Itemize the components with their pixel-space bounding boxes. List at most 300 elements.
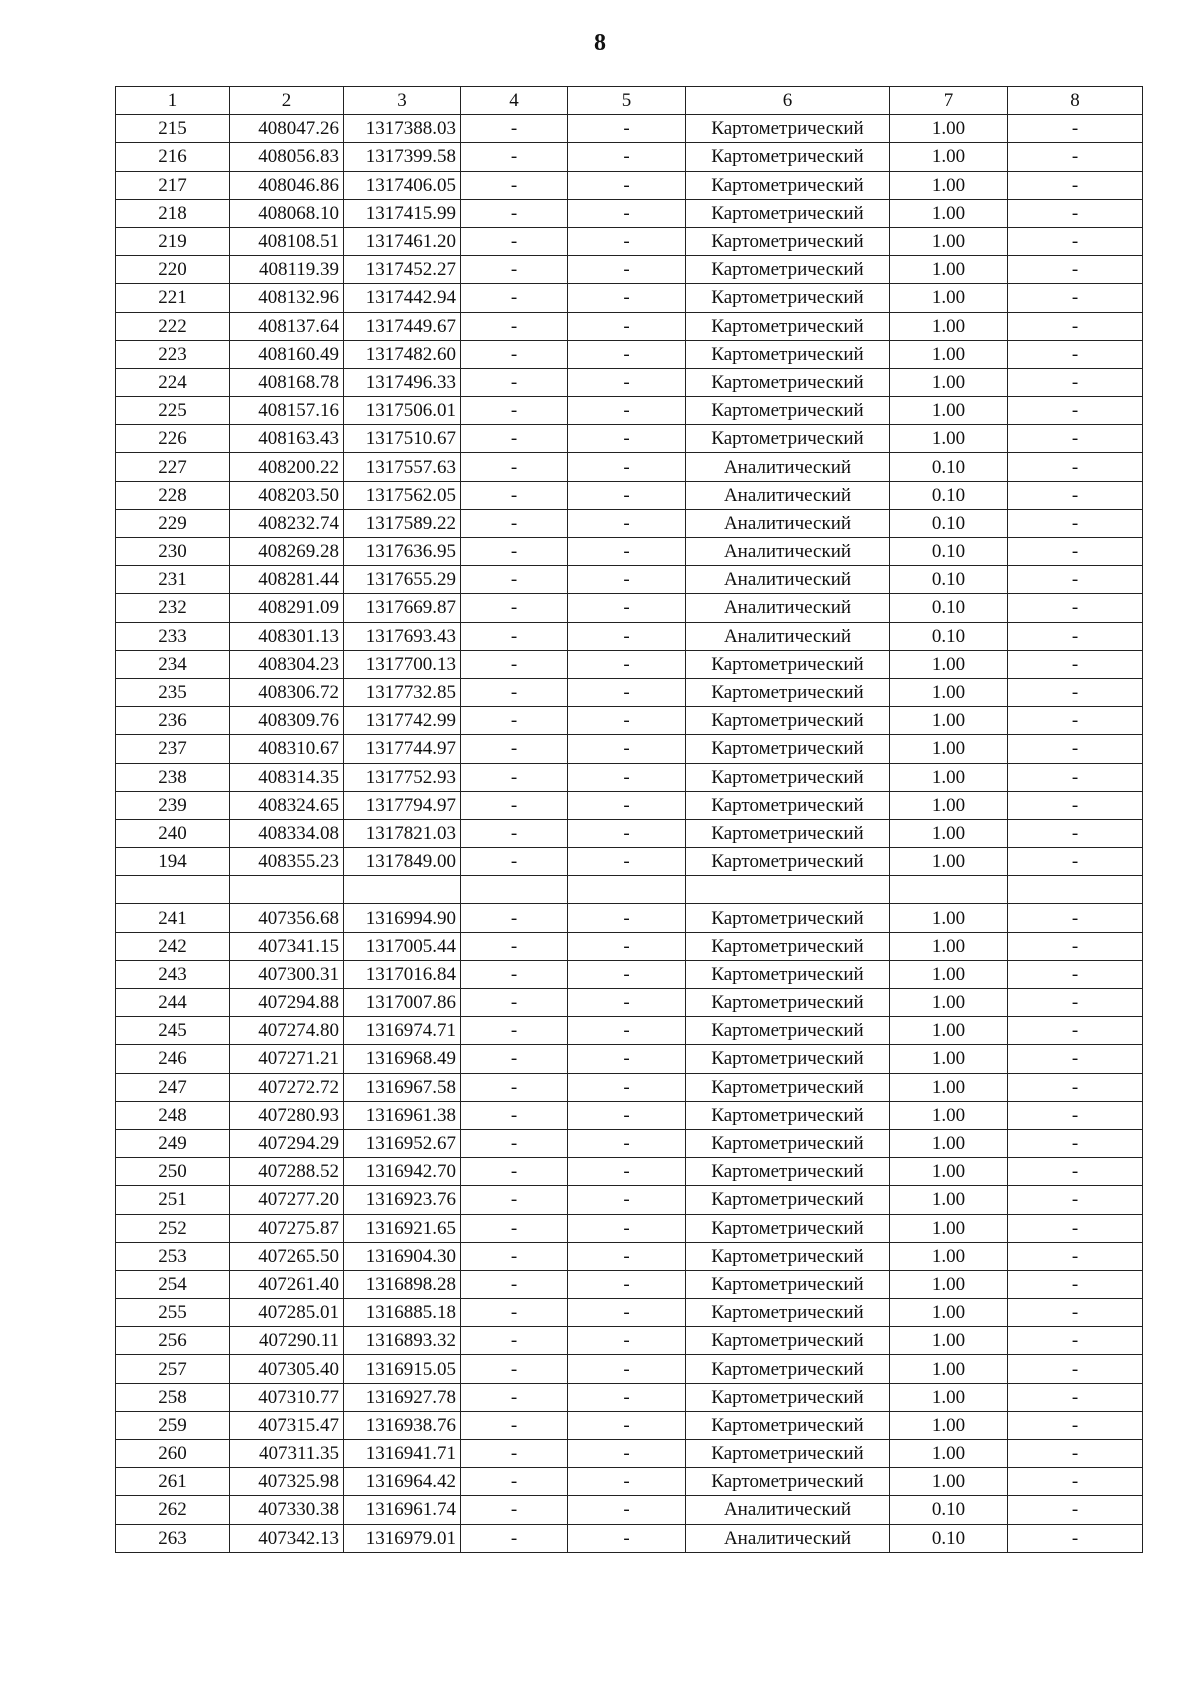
cell-col4: -: [461, 1355, 568, 1383]
cell-precision: 1.00: [890, 1440, 1008, 1468]
cell-coord-x: 407300.31: [230, 960, 344, 988]
cell-precision: 1.00: [890, 199, 1008, 227]
cell-coord-x: 408309.76: [230, 707, 344, 735]
cell-precision: 1.00: [890, 904, 1008, 932]
column-header-8: 8: [1008, 87, 1143, 115]
cell-method: Картометрический: [686, 340, 890, 368]
cell-coord-x: 407272.72: [230, 1073, 344, 1101]
cell-method: Картометрический: [686, 791, 890, 819]
cell-col5: -: [568, 791, 686, 819]
cell-coord-y: 1316921.65: [344, 1214, 461, 1242]
table-row: [116, 1383, 1143, 1411]
cell-precision: 1.00: [890, 1017, 1008, 1045]
cell-precision: 0.10: [890, 481, 1008, 509]
cell-coord-y: 1316952.67: [344, 1129, 461, 1157]
cell-coord-x: 408203.50: [230, 481, 344, 509]
cell-col4: -: [461, 115, 568, 143]
column-header-3: 3: [344, 87, 461, 115]
cell-col5: -: [568, 453, 686, 481]
cell-coord-y: 1317693.43: [344, 622, 461, 650]
cell-col8: -: [1008, 1440, 1143, 1468]
cell-precision: 0.10: [890, 566, 1008, 594]
cell-coord-x: 408355.23: [230, 848, 344, 876]
cell-method: Картометрический: [686, 227, 890, 255]
cell-coord-x: 407290.11: [230, 1327, 344, 1355]
cell-coord-x: 407294.29: [230, 1129, 344, 1157]
table-row: [116, 1073, 1143, 1101]
cell-point-number: 215: [116, 115, 230, 143]
cell-precision: 1.00: [890, 932, 1008, 960]
cell-point-number: 218: [116, 199, 230, 227]
cell-col4: -: [461, 481, 568, 509]
cell-col8: -: [1008, 735, 1143, 763]
cell-col4: -: [461, 453, 568, 481]
table-row: [116, 368, 1143, 396]
cell-coord-x: 407271.21: [230, 1045, 344, 1073]
cell-coord-y: 1316961.38: [344, 1101, 461, 1129]
cell-col5: -: [568, 707, 686, 735]
table-row: [116, 707, 1143, 735]
cell-method: Аналитический: [686, 594, 890, 622]
cell-precision: 1.00: [890, 227, 1008, 255]
cell-point-number: 237: [116, 735, 230, 763]
table-row: [116, 227, 1143, 255]
cell-precision: 1.00: [890, 340, 1008, 368]
table-row: [116, 876, 1143, 904]
column-header-1: 1: [116, 87, 230, 115]
cell-col4: -: [461, 1411, 568, 1439]
table-row: [116, 284, 1143, 312]
cell-col5: -: [568, 284, 686, 312]
cell-col8: -: [1008, 1411, 1143, 1439]
cell-coord-x: 408306.72: [230, 678, 344, 706]
cell-coord-x: 408046.86: [230, 171, 344, 199]
table-row: [116, 481, 1143, 509]
coordinates-table: [115, 86, 1143, 1553]
cell-point-number: 233: [116, 622, 230, 650]
cell-coord-x: 408047.26: [230, 115, 344, 143]
cell-method: Картометрический: [686, 1186, 890, 1214]
cell-coord-x: [230, 876, 344, 904]
table-row: [116, 115, 1143, 143]
cell-point-number: 234: [116, 650, 230, 678]
cell-precision: 1.00: [890, 1468, 1008, 1496]
cell-coord-x: 407275.87: [230, 1214, 344, 1242]
cell-point-number: 240: [116, 819, 230, 847]
cell-point-number: 221: [116, 284, 230, 312]
cell-coord-x: 407305.40: [230, 1355, 344, 1383]
cell-col5: -: [568, 397, 686, 425]
cell-method: Картометрический: [686, 1242, 890, 1270]
table-row: [116, 1214, 1143, 1242]
cell-coord-y: 1317742.99: [344, 707, 461, 735]
cell-method: Картометрический: [686, 650, 890, 678]
cell-method: Картометрический: [686, 1355, 890, 1383]
cell-precision: 1.00: [890, 763, 1008, 791]
cell-col8: -: [1008, 171, 1143, 199]
cell-col4: -: [461, 650, 568, 678]
cell-coord-y: 1316898.28: [344, 1270, 461, 1298]
cell-method: Картометрический: [686, 1073, 890, 1101]
table-row: [116, 1440, 1143, 1468]
cell-precision: 1.00: [890, 171, 1008, 199]
table-row: [116, 425, 1143, 453]
cell-col8: -: [1008, 368, 1143, 396]
cell-precision: 1.00: [890, 312, 1008, 340]
cell-point-number: 232: [116, 594, 230, 622]
cell-precision: 1.00: [890, 678, 1008, 706]
cell-col4: -: [461, 171, 568, 199]
cell-col8: -: [1008, 1383, 1143, 1411]
cell-coord-y: 1317415.99: [344, 199, 461, 227]
cell-col8: -: [1008, 397, 1143, 425]
cell-point-number: [116, 876, 230, 904]
cell-col5: -: [568, 340, 686, 368]
cell-coord-x: 408324.65: [230, 791, 344, 819]
cell-method: Картометрический: [686, 143, 890, 171]
cell-point-number: 239: [116, 791, 230, 819]
table-row: [116, 1327, 1143, 1355]
cell-col4: [461, 876, 568, 904]
cell-col4: -: [461, 735, 568, 763]
cell-point-number: 223: [116, 340, 230, 368]
cell-col4: -: [461, 989, 568, 1017]
cell-method: Аналитический: [686, 1496, 890, 1524]
cell-col5: -: [568, 227, 686, 255]
cell-method: Картометрический: [686, 397, 890, 425]
cell-precision: 1.00: [890, 1129, 1008, 1157]
table-row: [116, 1101, 1143, 1129]
cell-precision: 0.10: [890, 594, 1008, 622]
cell-point-number: 226: [116, 425, 230, 453]
cell-precision: 1.00: [890, 284, 1008, 312]
cell-coord-y: 1316938.76: [344, 1411, 461, 1439]
cell-method: Аналитический: [686, 481, 890, 509]
cell-col5: -: [568, 1355, 686, 1383]
table-row: [116, 848, 1143, 876]
column-header-4: 4: [461, 87, 568, 115]
cell-coord-y: 1317005.44: [344, 932, 461, 960]
cell-col4: -: [461, 707, 568, 735]
table-row: [116, 791, 1143, 819]
table-row: [116, 143, 1143, 171]
cell-method: Картометрический: [686, 763, 890, 791]
cell-coord-x: 408281.44: [230, 566, 344, 594]
cell-coord-y: 1316893.32: [344, 1327, 461, 1355]
table-row: [116, 819, 1143, 847]
cell-method: [686, 876, 890, 904]
cell-coord-x: 408137.64: [230, 312, 344, 340]
cell-method: Картометрический: [686, 1158, 890, 1186]
cell-coord-x: 407280.93: [230, 1101, 344, 1129]
cell-col4: -: [461, 763, 568, 791]
cell-point-number: 248: [116, 1101, 230, 1129]
cell-coord-x: 408304.23: [230, 650, 344, 678]
cell-method: Картометрический: [686, 1299, 890, 1327]
table-row: [116, 1468, 1143, 1496]
cell-col8: -: [1008, 650, 1143, 678]
cell-col4: -: [461, 1468, 568, 1496]
cell-point-number: 220: [116, 256, 230, 284]
cell-col5: -: [568, 650, 686, 678]
cell-col5: -: [568, 199, 686, 227]
cell-col8: -: [1008, 509, 1143, 537]
cell-col8: -: [1008, 481, 1143, 509]
cell-coord-y: 1316927.78: [344, 1383, 461, 1411]
table-row: [116, 1270, 1143, 1298]
cell-method: Картометрический: [686, 848, 890, 876]
cell-col5: -: [568, 1214, 686, 1242]
cell-coord-y: 1317821.03: [344, 819, 461, 847]
cell-col8: -: [1008, 989, 1143, 1017]
cell-col4: -: [461, 819, 568, 847]
cell-coord-y: 1316961.74: [344, 1496, 461, 1524]
cell-col8: -: [1008, 848, 1143, 876]
cell-method: Картометрический: [686, 1327, 890, 1355]
cell-col8: -: [1008, 1017, 1143, 1045]
cell-col8: -: [1008, 932, 1143, 960]
cell-method: Картометрический: [686, 1214, 890, 1242]
cell-point-number: 263: [116, 1524, 230, 1552]
cell-coord-x: 407310.77: [230, 1383, 344, 1411]
table-row: [116, 960, 1143, 988]
cell-col4: -: [461, 566, 568, 594]
cell-precision: 0.10: [890, 453, 1008, 481]
cell-col4: -: [461, 143, 568, 171]
cell-method: Картометрический: [686, 678, 890, 706]
cell-coord-y: 1317406.05: [344, 171, 461, 199]
cell-coord-x: 408160.49: [230, 340, 344, 368]
table-row: [116, 1129, 1143, 1157]
cell-col5: -: [568, 848, 686, 876]
cell-col8: -: [1008, 960, 1143, 988]
cell-method: Картометрический: [686, 284, 890, 312]
cell-coord-x: 407288.52: [230, 1158, 344, 1186]
cell-col4: -: [461, 368, 568, 396]
cell-col4: -: [461, 1017, 568, 1045]
cell-method: Аналитический: [686, 453, 890, 481]
cell-col8: -: [1008, 566, 1143, 594]
cell-col5: -: [568, 143, 686, 171]
table-header-row: [116, 87, 1143, 115]
cell-col4: -: [461, 227, 568, 255]
cell-point-number: 244: [116, 989, 230, 1017]
cell-col4: -: [461, 1073, 568, 1101]
cell-col8: -: [1008, 1496, 1143, 1524]
cell-col8: -: [1008, 199, 1143, 227]
cell-col8: -: [1008, 1073, 1143, 1101]
cell-col5: -: [568, 1383, 686, 1411]
cell-precision: 1.00: [890, 1299, 1008, 1327]
cell-col5: [568, 876, 686, 904]
cell-precision: 0.10: [890, 1524, 1008, 1552]
page-number: 8: [594, 30, 606, 56]
table-row: [116, 989, 1143, 1017]
cell-col8: -: [1008, 1524, 1143, 1552]
cell-point-number: 225: [116, 397, 230, 425]
cell-coord-y: 1317589.22: [344, 509, 461, 537]
cell-method: Картометрический: [686, 1129, 890, 1157]
cell-precision: 1.00: [890, 1355, 1008, 1383]
cell-col8: -: [1008, 1214, 1143, 1242]
cell-col8: -: [1008, 425, 1143, 453]
cell-precision: 1.00: [890, 960, 1008, 988]
cell-coord-y: 1317442.94: [344, 284, 461, 312]
cell-col8: -: [1008, 763, 1143, 791]
cell-coord-y: 1316964.42: [344, 1468, 461, 1496]
cell-col4: -: [461, 594, 568, 622]
cell-col5: -: [568, 312, 686, 340]
cell-method: Картометрический: [686, 368, 890, 396]
cell-method: Аналитический: [686, 566, 890, 594]
cell-col8: -: [1008, 284, 1143, 312]
cell-col5: -: [568, 425, 686, 453]
cell-col5: -: [568, 368, 686, 396]
cell-coord-y: 1317452.27: [344, 256, 461, 284]
cell-col8: -: [1008, 1270, 1143, 1298]
cell-precision: 1.00: [890, 1158, 1008, 1186]
cell-coord-y: 1317399.58: [344, 143, 461, 171]
cell-point-number: 222: [116, 312, 230, 340]
table-row: [116, 340, 1143, 368]
cell-col5: -: [568, 622, 686, 650]
cell-col4: -: [461, 340, 568, 368]
cell-col5: -: [568, 678, 686, 706]
cell-col4: -: [461, 678, 568, 706]
cell-col4: -: [461, 1496, 568, 1524]
cell-col4: -: [461, 284, 568, 312]
cell-col4: -: [461, 256, 568, 284]
cell-col4: -: [461, 622, 568, 650]
cell-coord-y: 1317388.03: [344, 115, 461, 143]
cell-coord-x: 408314.35: [230, 763, 344, 791]
cell-precision: 1.00: [890, 1270, 1008, 1298]
cell-point-number: 250: [116, 1158, 230, 1186]
cell-point-number: 217: [116, 171, 230, 199]
cell-precision: 1.00: [890, 1214, 1008, 1242]
cell-col5: -: [568, 1129, 686, 1157]
cell-point-number: 229: [116, 509, 230, 537]
cell-method: Картометрический: [686, 1270, 890, 1298]
cell-col8: -: [1008, 1101, 1143, 1129]
cell-col4: -: [461, 425, 568, 453]
cell-point-number: 228: [116, 481, 230, 509]
cell-coord-x: 408056.83: [230, 143, 344, 171]
cell-col4: -: [461, 932, 568, 960]
cell-coord-y: 1317016.84: [344, 960, 461, 988]
cell-col5: -: [568, 763, 686, 791]
cell-precision: 1.00: [890, 397, 1008, 425]
cell-precision: 1.00: [890, 735, 1008, 763]
cell-method: Картометрический: [686, 735, 890, 763]
cell-coord-y: 1316974.71: [344, 1017, 461, 1045]
cell-coord-y: 1316915.05: [344, 1355, 461, 1383]
cell-col5: -: [568, 566, 686, 594]
cell-method: Картометрический: [686, 904, 890, 932]
cell-method: Аналитический: [686, 1524, 890, 1552]
cell-precision: 1.00: [890, 1186, 1008, 1214]
cell-method: Аналитический: [686, 538, 890, 566]
cell-point-number: 243: [116, 960, 230, 988]
cell-method: Картометрический: [686, 171, 890, 199]
cell-coord-y: 1316923.76: [344, 1186, 461, 1214]
cell-method: Картометрический: [686, 1411, 890, 1439]
table-row: [116, 932, 1143, 960]
cell-col4: -: [461, 1242, 568, 1270]
cell-point-number: 254: [116, 1270, 230, 1298]
cell-col8: -: [1008, 1355, 1143, 1383]
cell-col4: -: [461, 1270, 568, 1298]
cell-precision: 0.10: [890, 1496, 1008, 1524]
cell-col5: -: [568, 115, 686, 143]
cell-coord-y: 1317007.86: [344, 989, 461, 1017]
cell-point-number: 194: [116, 848, 230, 876]
table-row: [116, 312, 1143, 340]
cell-col8: -: [1008, 1299, 1143, 1327]
cell-point-number: 245: [116, 1017, 230, 1045]
cell-col5: -: [568, 1468, 686, 1496]
cell-coord-y: 1317461.20: [344, 227, 461, 255]
cell-method: Картометрический: [686, 960, 890, 988]
cell-method: Картометрический: [686, 1468, 890, 1496]
cell-col5: -: [568, 481, 686, 509]
cell-col8: -: [1008, 1158, 1143, 1186]
cell-point-number: 252: [116, 1214, 230, 1242]
table-row: [116, 256, 1143, 284]
cell-precision: 1.00: [890, 989, 1008, 1017]
cell-coord-x: 408157.16: [230, 397, 344, 425]
table-row: [116, 199, 1143, 227]
table-row: [116, 566, 1143, 594]
cell-point-number: 224: [116, 368, 230, 396]
cell-col8: -: [1008, 143, 1143, 171]
cell-point-number: 246: [116, 1045, 230, 1073]
cell-col5: -: [568, 171, 686, 199]
cell-col5: -: [568, 904, 686, 932]
cell-coord-x: 407265.50: [230, 1242, 344, 1270]
cell-method: Картометрический: [686, 819, 890, 847]
cell-coord-y: 1317496.33: [344, 368, 461, 396]
cell-method: Картометрический: [686, 932, 890, 960]
cell-point-number: 249: [116, 1129, 230, 1157]
table-row: [116, 509, 1143, 537]
cell-point-number: 242: [116, 932, 230, 960]
cell-method: Картометрический: [686, 312, 890, 340]
cell-col4: -: [461, 199, 568, 227]
cell-coord-x: 407315.47: [230, 1411, 344, 1439]
cell-coord-x: 407325.98: [230, 1468, 344, 1496]
cell-col5: -: [568, 1045, 686, 1073]
cell-col4: -: [461, 1158, 568, 1186]
cell-col8: -: [1008, 312, 1143, 340]
cell-point-number: 230: [116, 538, 230, 566]
cell-coord-x: 407277.20: [230, 1186, 344, 1214]
cell-col5: -: [568, 1242, 686, 1270]
cell-coord-y: 1317849.00: [344, 848, 461, 876]
cell-point-number: 236: [116, 707, 230, 735]
cell-coord-x: 408310.67: [230, 735, 344, 763]
cell-coord-x: 408232.74: [230, 509, 344, 537]
cell-coord-y: 1316979.01: [344, 1524, 461, 1552]
cell-coord-x: 407311.35: [230, 1440, 344, 1468]
cell-precision: 1.00: [890, 425, 1008, 453]
cell-col5: -: [568, 1440, 686, 1468]
cell-coord-x: 407285.01: [230, 1299, 344, 1327]
cell-method: Картометрический: [686, 1045, 890, 1073]
cell-coord-x: 407274.80: [230, 1017, 344, 1045]
cell-point-number: 260: [116, 1440, 230, 1468]
cell-precision: 1.00: [890, 848, 1008, 876]
